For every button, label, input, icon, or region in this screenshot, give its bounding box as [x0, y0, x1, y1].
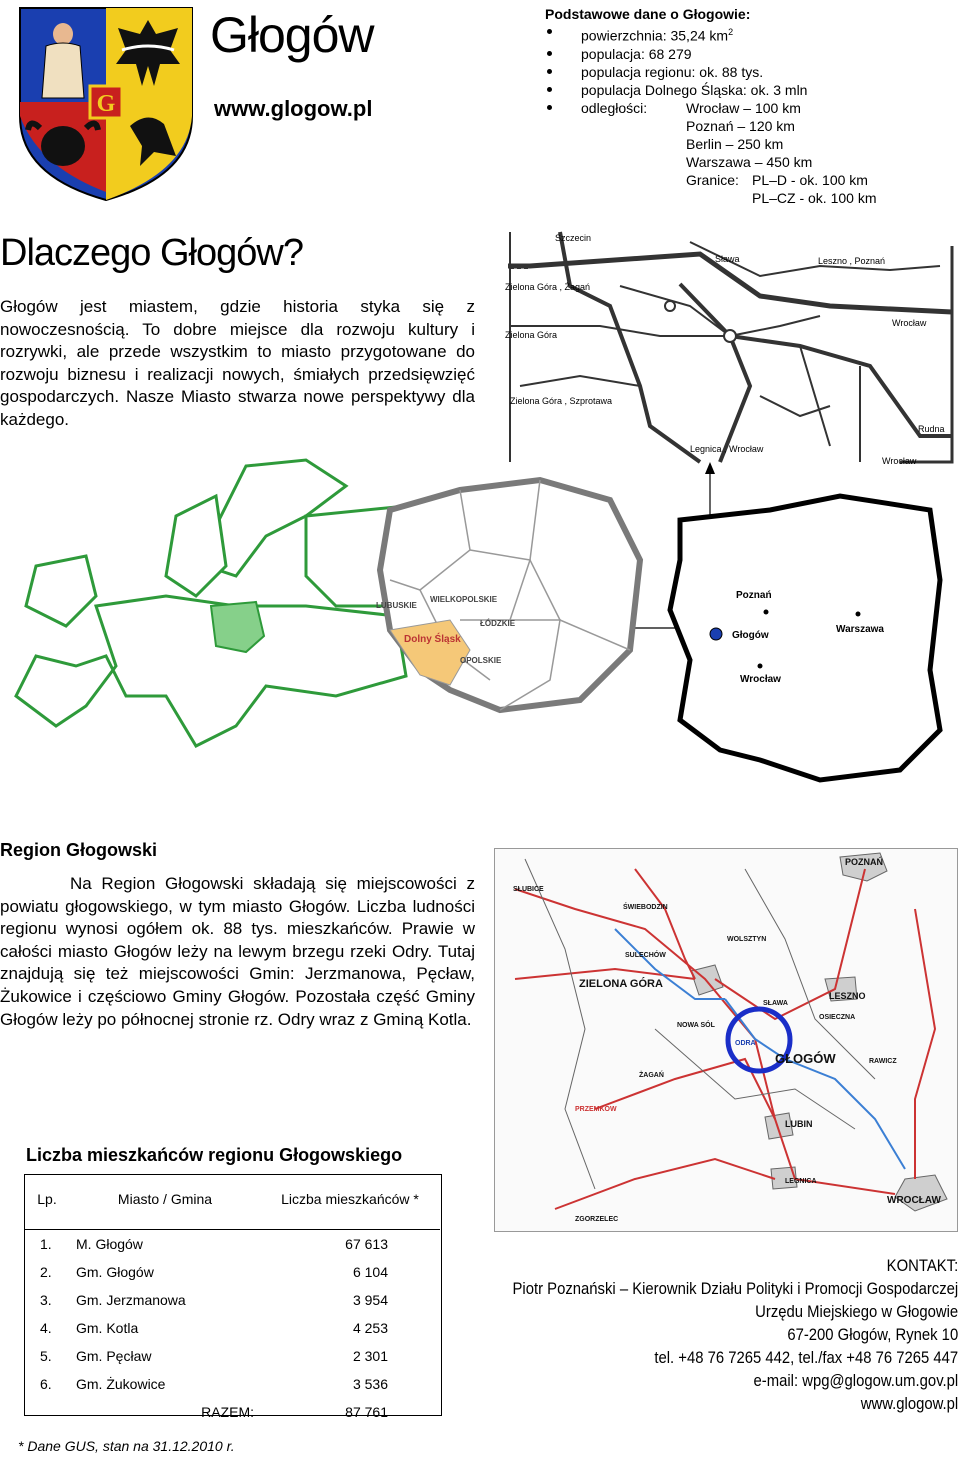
- map-label: SŁUBICE: [513, 886, 544, 893]
- table-header-row: [24, 1175, 440, 1223]
- map-label: ODRA: [735, 1040, 756, 1047]
- region-label: WIELKOPOLSKIE: [430, 595, 498, 604]
- road-label: Rudna: [918, 424, 945, 434]
- map-label: SŁAWA: [763, 1000, 788, 1007]
- basic-data: [545, 5, 877, 207]
- poland-voivodeship-map: [360, 470, 660, 720]
- distances-item: odległości: Wrocław – 100 km Poznań – 120 km Berlin – 250 km Warszawa – 450 km Granice: PL–D - ok. 100 km PL–CZ - ok. 100 km: [581, 99, 877, 206]
- map-label: ŻAGAŃ: [639, 1072, 664, 1079]
- table-row: 1. M. Głogów 67 613: [40, 1236, 388, 1252]
- table-row: 6. Gm. Żukowice 3 536: [40, 1376, 388, 1392]
- contact-office: Urzędu Miejskiego w Głogowie: [754, 1303, 958, 1321]
- city-label: Warszawa: [836, 624, 884, 635]
- region-heading: Region Głogowski: [0, 840, 158, 860]
- population-table: [24, 1175, 440, 1426]
- road-map: [500, 226, 960, 470]
- city-label: Wrocław: [740, 674, 781, 685]
- population-item: populacja: 68 279: [581, 45, 877, 63]
- contact-phone: tel. +48 76 7265 442, tel./fax +48 76 7265 447: [654, 1349, 958, 1367]
- road-label: Leszno , Poznań: [818, 256, 886, 266]
- poland-outline-map: [640, 490, 960, 790]
- page-title: Głogów: [210, 7, 374, 63]
- city-label: Głogów: [732, 630, 769, 641]
- map-label: POZNAŃ: [845, 857, 883, 867]
- road-label: Zielona Góra , Żagań: [505, 282, 591, 292]
- map-label: PRZEMKÓW: [575, 1106, 617, 1113]
- column-header: Liczba mieszkańców *: [281, 1191, 419, 1207]
- contact-email[interactable]: e-mail: wpg@glogow.um.gov.pl: [753, 1372, 958, 1390]
- map-label: WROCŁAW: [887, 1195, 941, 1206]
- map-label: ZGORZELEC: [575, 1216, 619, 1223]
- table-total-row: RAZEM: 87 761: [201, 1404, 388, 1420]
- silesia-population-item: populacja Dolnego Śląska: ok. 3 mln: [581, 81, 877, 99]
- map-label: RAWICZ: [869, 1058, 897, 1065]
- contact-address: 67-200 Głogów, Rynek 10: [787, 1326, 958, 1344]
- why-text: Głogów jest miastem, gdzie historia styka się z nowoczesnością. To dobre miejsce dla rozwoju kultury i rozrywki, ale przede wszystkim to miasto przygotowane do rozwoju biznesu i realizacji nowych, śmiałych przedsięwzięć gospodarczych. Nasze Miasto stwarza nowe perspektywy dla każdego.: [0, 297, 475, 429]
- population-table-title: Liczba mieszkańców regionu Głogowskiego: [26, 1145, 403, 1165]
- map-label: WOLSZTYN: [727, 936, 767, 943]
- contact-person: Piotr Poznański – Kierownik Działu Polityki i Promocji Gospodarczej: [512, 1280, 958, 1298]
- map-label: LUBIN: [785, 1119, 813, 1129]
- road-label: Legnica , Wrocław: [690, 444, 764, 454]
- contact-heading: KONTAKT:: [886, 1257, 958, 1275]
- map-label: OSIECZNA: [819, 1014, 856, 1021]
- region-population-item: populacja regionu: ok. 88 tys.: [581, 63, 877, 81]
- column-header: Lp.: [37, 1191, 57, 1207]
- table-row: 4. Gm. Kotla 4 253: [40, 1320, 388, 1336]
- column-header: Miasto / Gmina: [117, 1191, 213, 1207]
- map-label: LEGNICA: [785, 1178, 817, 1185]
- map-label: GŁOGÓW: [775, 1051, 836, 1066]
- basic-data-heading: Podstawowe dane o Głogowie:: [545, 6, 751, 22]
- road-label: Zielona Góra: [505, 330, 558, 340]
- map-label: LESZNO: [829, 991, 866, 1001]
- svg-text:G: G: [96, 91, 116, 117]
- map-label: NOWA SÓL: [677, 1022, 715, 1029]
- road-label: Zielona Góra , Szprotawa: [510, 396, 613, 406]
- road-label: Szczecin: [555, 233, 592, 243]
- table-row: 2. Gm. Głogów 6 104: [40, 1264, 388, 1280]
- area-item: powierzchnia: 35,24 $km^2$: [581, 23, 877, 45]
- region-label: ŁÓDZKIE: [480, 619, 516, 628]
- why-heading: Dlaczego Głogów?: [0, 232, 303, 274]
- map-label: ZIELONA GÓRA: [579, 978, 663, 990]
- contact-block: [512, 1255, 958, 1416]
- region-text: Na Region Głogowski składają się miejscowości z powiatu głogowskiego, w tym miasto Głogów. Liczba ludności regionu wynosi ogółem ok. 88 tys. mieszkańców. Prawie w całości miasto Głogów leży na lewym brzegu rzeki Odry. Tutaj znajdują się też miejscowości Gmin: Jerzmanowa, Pęcław, Żukowice i częściowo Gminy Głogów. Pozostała część Gminy Głogów leży po północnej stronie rz. Odry wraz z Gminą Kotla.: [0, 874, 475, 1029]
- city-label: Poznań: [736, 590, 772, 601]
- map-label: ŚWIEBODZIN: [623, 904, 668, 911]
- table-footnote: * Dane GUS, stan na 31.12.2010 r.: [18, 1438, 235, 1454]
- website-link[interactable]: www.glogow.pl: [214, 96, 373, 121]
- road-label: Sława: [715, 254, 740, 264]
- contact-website[interactable]: www.glogow.pl: [860, 1395, 958, 1413]
- road-label: Wrocław: [882, 456, 917, 466]
- map-label: SULECHÓW: [625, 952, 666, 959]
- region-label: OPOLSKIE: [460, 656, 502, 665]
- region-label: LUBUSKIE: [376, 601, 417, 610]
- road-label: Wrocław: [892, 318, 927, 328]
- table-row: 3. Gm. Jerzmanowa 3 954: [40, 1292, 388, 1308]
- coat-of-arms: [18, 6, 194, 202]
- region-map: [494, 848, 958, 1232]
- table-row: 5. Gm. Pęcław 2 301: [40, 1348, 388, 1364]
- region-label: Dolny Śląsk: [404, 634, 461, 645]
